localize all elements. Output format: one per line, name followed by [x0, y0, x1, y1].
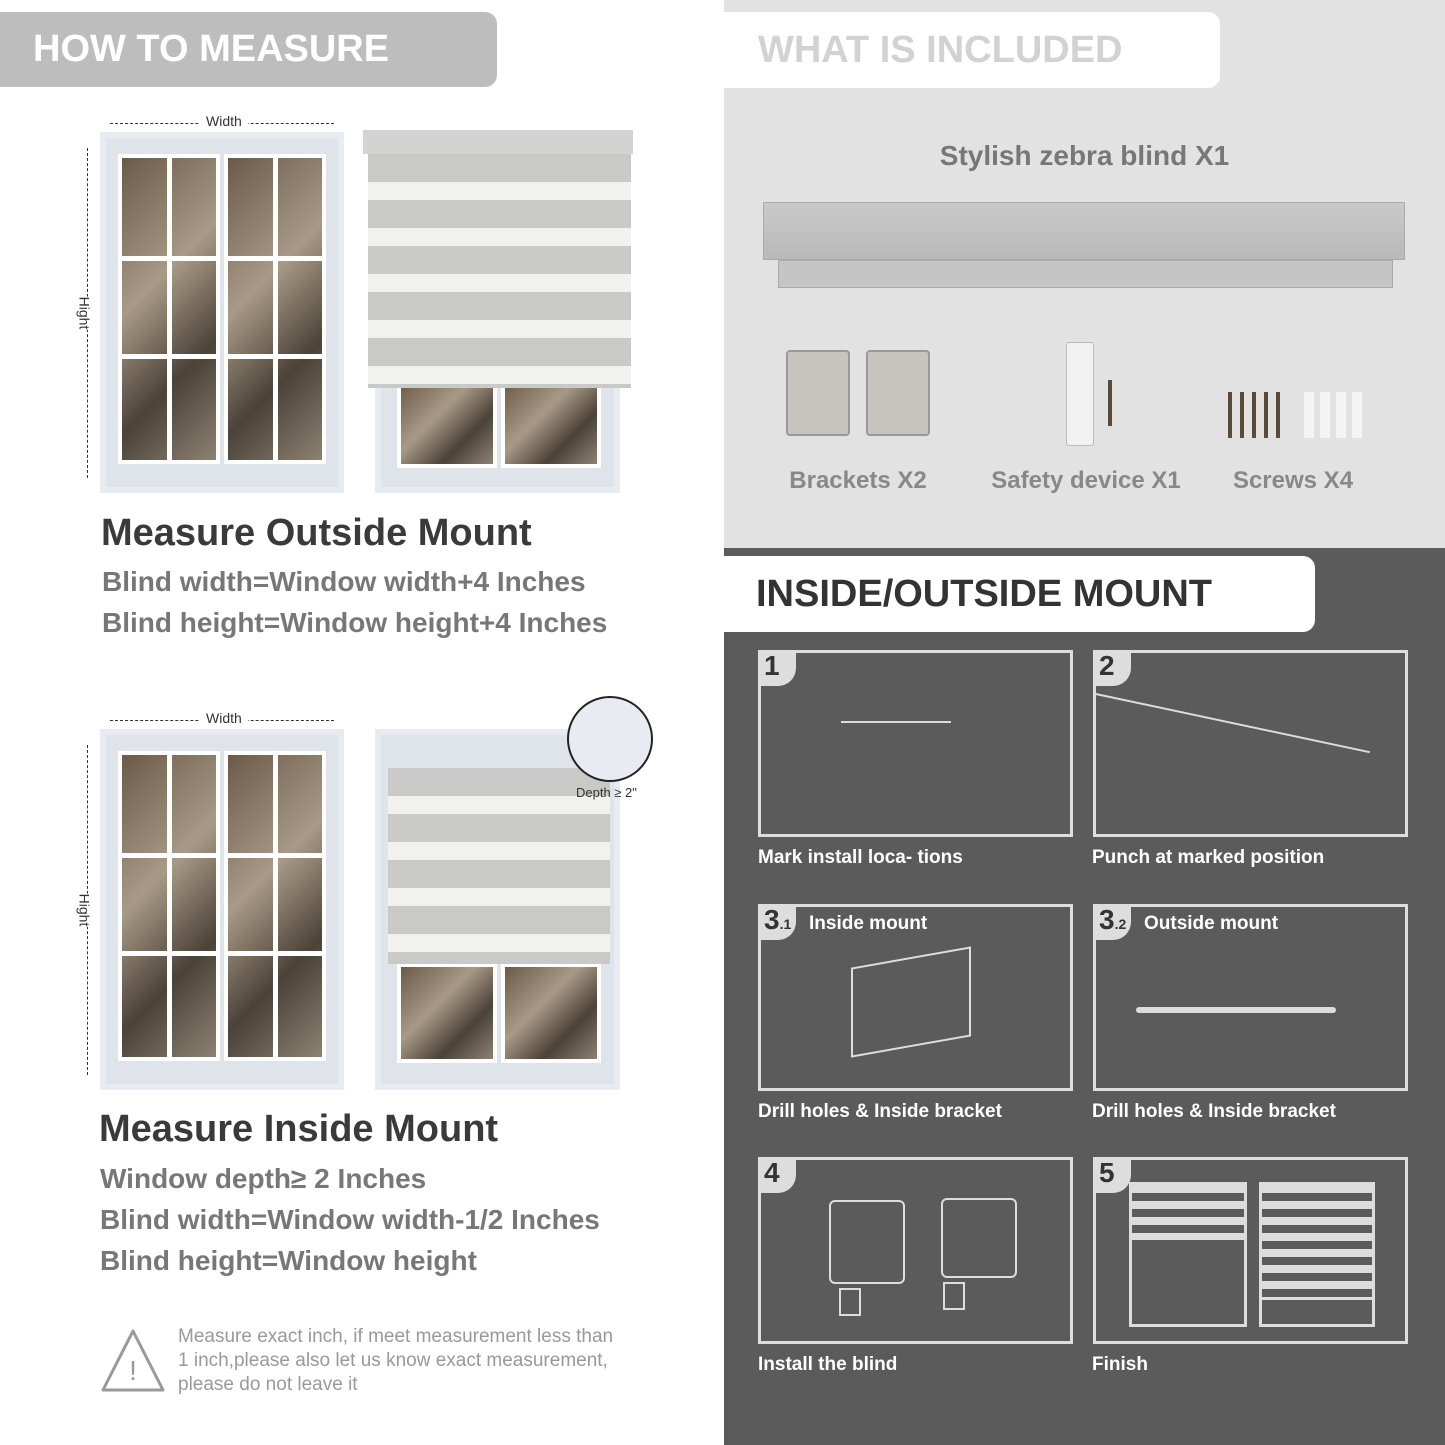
included-item: Brackets X2 — [789, 467, 927, 494]
depth-detail-circle — [567, 696, 653, 782]
step-3-2-illustration: 3.2 Outside mount — [1093, 904, 1408, 1091]
inside-mount-line: Blind width=Window width-1/2 Inches — [100, 1204, 600, 1235]
step-1-illustration: 1 — [758, 650, 1073, 837]
screws-icon — [1228, 392, 1288, 438]
inside-mount-line: Blind height=Window height — [100, 1245, 477, 1276]
step-title: Outside mount — [1144, 913, 1279, 934]
step-4-illustration: 4 — [758, 1157, 1073, 1344]
included-item: Safety device X1 — [991, 467, 1181, 494]
step-label: Drill holes & Inside bracket — [758, 1101, 1002, 1122]
step-label: Mark install loca- tions — [758, 847, 963, 868]
blind-item-label: Stylish zebra blind X1 — [939, 140, 1230, 171]
step-title: Inside mount — [809, 913, 928, 934]
outside-mount-heading: Measure Outside Mount — [101, 512, 532, 554]
mount-title: INSIDE/OUTSIDE MOUNT — [724, 556, 1315, 632]
step-label: Drill holes & Inside bracket — [1092, 1101, 1336, 1122]
bracket-icon — [866, 350, 930, 436]
depth-label: Depth ≥ 2" — [576, 785, 637, 800]
width-label: Width — [200, 710, 248, 726]
step-5-illustration: 5 — [1093, 1157, 1408, 1344]
screw-icon — [1108, 380, 1112, 426]
safety-device-icon — [1066, 342, 1094, 446]
warning-text: Measure exact inch, if meet measurement less than 1 inch,please also let us know exact measurement, please do not leave it — [178, 1326, 614, 1395]
how-to-measure-title: HOW TO MEASURE — [0, 12, 497, 87]
step-2-illustration: 2 — [1093, 650, 1408, 837]
zebra-blind-image — [763, 202, 1405, 260]
inside-mount-heading: Measure Inside Mount — [99, 1108, 499, 1150]
what-is-included-title: WHAT IS INCLUDED — [724, 12, 1220, 88]
inside-mount-line: Window depth≥ 2 Inches — [100, 1163, 427, 1194]
outside-mount-line: Blind width=Window width+4 Inches — [102, 566, 586, 597]
svg-text:!: ! — [129, 1355, 137, 1386]
included-item: Screws X4 — [1232, 467, 1354, 494]
warning-triangle-icon — [100, 1328, 166, 1394]
width-label: Width — [200, 113, 248, 129]
height-label: Hight — [76, 296, 93, 330]
height-label: Hight — [76, 893, 93, 927]
step-3-1-illustration: 3.1 Inside mount — [758, 904, 1073, 1091]
bracket-icon — [786, 350, 850, 436]
step-label: Finish — [1092, 1354, 1148, 1375]
anchors-icon — [1304, 392, 1368, 438]
outside-mount-line: Blind height=Window height+4 Inches — [102, 607, 608, 638]
step-label: Punch at marked position — [1092, 847, 1325, 868]
step-label: Install the blind — [758, 1354, 898, 1375]
